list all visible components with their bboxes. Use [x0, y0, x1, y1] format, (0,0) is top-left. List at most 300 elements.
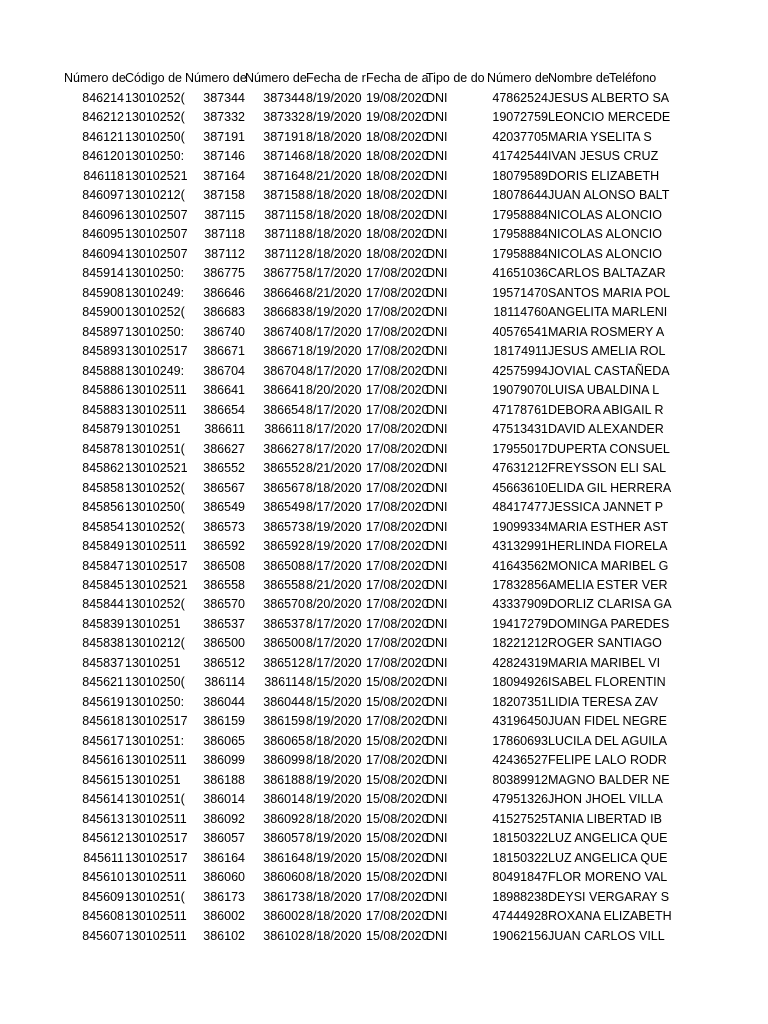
cell-col-fecha-de-r[interactable]: 8/18/2020 [306, 207, 362, 222]
cell-col-fecha-de-r[interactable]: 8/21/2020 [306, 168, 362, 183]
cell-col-nombre-de[interactable]: JUAN CARLOS VILL [548, 928, 665, 943]
cell-col-tipo-de-do[interactable]: DNI [426, 480, 448, 495]
cell-col-tipo-de-do[interactable]: DNI [426, 870, 448, 885]
cell-col-numero-de-2[interactable]: 387115 [204, 207, 245, 222]
cell-col-codigo-de[interactable]: 13010251( [125, 889, 185, 904]
cell-col-numero-de-4[interactable]: 17955017 [492, 441, 548, 456]
cell-col-numero-de-2[interactable]: 387146 [203, 149, 245, 164]
cell-col-numero-de[interactable]: 845879 [82, 422, 124, 437]
cell-col-numero-de[interactable]: 846212 [82, 110, 124, 125]
cell-col-nombre-de[interactable]: NICOLAS ALONCIO [548, 207, 662, 222]
cell-col-numero-de-4[interactable]: 41643562 [492, 558, 548, 573]
table-row[interactable] [0, 498, 768, 517]
cell-col-numero-de[interactable]: 846095 [82, 227, 124, 242]
cell-col-numero-de[interactable]: 846121 [82, 129, 124, 144]
table-row[interactable] [0, 264, 768, 283]
header-col-numero-de[interactable]: Número de [64, 71, 126, 85]
cell-col-fecha-de-a[interactable]: 17/08/2020 [366, 655, 429, 670]
cell-col-fecha-de-r[interactable]: 8/17/2020 [306, 636, 362, 651]
cell-col-nombre-de[interactable]: JUAN ALONSO BALT [548, 188, 670, 203]
cell-col-tipo-de-do[interactable]: DNI [426, 324, 448, 339]
cell-col-codigo-de[interactable]: 13010212( [125, 636, 185, 651]
cell-col-numero-de-4[interactable]: 47444928 [492, 909, 548, 924]
cell-col-numero-de[interactable]: 845621 [82, 675, 124, 690]
cell-col-numero-de-2[interactable]: 386102 [203, 928, 245, 943]
cell-col-numero-de-4[interactable]: 17958884 [492, 207, 548, 222]
table-row[interactable] [0, 868, 768, 887]
cell-col-fecha-de-a[interactable]: 15/08/2020 [366, 850, 429, 865]
cell-col-codigo-de[interactable]: 13010251( [125, 441, 185, 456]
cell-col-nombre-de[interactable]: LIDIA TERESA ZAV [548, 694, 658, 709]
cell-col-numero-de[interactable]: 845900 [82, 305, 124, 320]
cell-col-telefono[interactable] [609, 342, 668, 361]
cell-col-numero-de-2[interactable]: 386592 [203, 539, 245, 554]
cell-col-tipo-de-do[interactable]: DNI [426, 305, 448, 320]
cell-col-numero-de[interactable]: 845614 [82, 792, 124, 807]
cell-col-telefono[interactable] [609, 615, 668, 634]
table-row[interactable] [0, 557, 768, 576]
cell-col-telefono[interactable] [609, 557, 668, 576]
cell-col-numero-de-2[interactable]: 386060 [203, 870, 245, 885]
cell-col-telefono[interactable] [609, 576, 668, 595]
cell-col-fecha-de-a[interactable]: 17/08/2020 [366, 422, 429, 437]
cell-col-numero-de-3[interactable]: 386740 [263, 324, 305, 339]
cell-col-codigo-de[interactable]: 13010252( [125, 480, 185, 495]
cell-col-numero-de[interactable]: 845608 [82, 909, 124, 924]
cell-col-tipo-de-do[interactable]: DNI [426, 714, 448, 729]
header-col-telefono[interactable]: Teléfono [609, 71, 657, 85]
cell-col-numero-de-3[interactable]: 386159 [263, 714, 305, 729]
cell-col-codigo-de[interactable]: 130102511 [125, 402, 187, 417]
cell-col-telefono[interactable] [609, 225, 668, 244]
cell-col-fecha-de-r[interactable]: 8/19/2020 [306, 792, 362, 807]
cell-col-tipo-de-do[interactable]: DNI [426, 344, 448, 359]
cell-col-telefono[interactable] [609, 459, 668, 478]
cell-col-nombre-de[interactable]: MARIA ESTHER AST [548, 519, 669, 534]
cell-col-numero-de[interactable]: 845845 [82, 578, 124, 592]
cell-col-numero-de-4[interactable]: 47513431 [492, 422, 548, 437]
cell-col-numero-de[interactable]: 846096 [82, 207, 124, 222]
cell-col-numero-de-3[interactable]: 386567 [263, 480, 305, 495]
cell-col-numero-de[interactable]: 845854 [82, 519, 124, 534]
cell-col-numero-de-3[interactable]: 386173 [263, 889, 305, 904]
cell-col-nombre-de[interactable]: LUZ ANGELICA QUE [548, 850, 668, 865]
cell-col-numero-de-4[interactable]: 41742544 [492, 149, 548, 164]
table-row[interactable] [0, 342, 768, 361]
cell-col-codigo-de[interactable]: 130102517 [125, 344, 188, 359]
cell-col-numero-de-2[interactable]: 386646 [203, 285, 245, 300]
cell-col-codigo-de[interactable]: 130102521 [125, 578, 188, 592]
cell-col-codigo-de[interactable]: 13010251 [125, 655, 181, 670]
cell-col-numero-de-3[interactable]: 386508 [263, 558, 305, 573]
cell-col-numero-de-3[interactable]: 386549 [263, 500, 305, 515]
table-row[interactable] [0, 634, 768, 653]
cell-col-numero-de[interactable]: 845618 [82, 714, 124, 729]
cell-col-telefono[interactable] [609, 673, 668, 692]
cell-col-numero-de-3[interactable]: 386775 [263, 266, 305, 281]
cell-col-nombre-de[interactable]: JESSICA JANNET P [548, 500, 664, 515]
cell-col-tipo-de-do[interactable]: DNI [426, 889, 448, 904]
table-row[interactable] [0, 167, 768, 186]
cell-col-codigo-de[interactable]: 13010250: [125, 694, 185, 709]
cell-col-nombre-de[interactable]: DUPERTA CONSUEL [548, 441, 670, 456]
cell-col-nombre-de[interactable]: AMELIA ESTER VER [548, 578, 668, 592]
cell-col-fecha-de-a[interactable]: 15/08/2020 [366, 811, 429, 826]
cell-col-nombre-de[interactable]: MONICA MARIBEL G [548, 558, 669, 573]
cell-col-fecha-de-r[interactable]: 8/19/2020 [306, 831, 362, 846]
header-col-fecha-de-r[interactable]: Fecha de r [306, 71, 366, 85]
table-row[interactable] [0, 401, 768, 420]
cell-col-codigo-de[interactable]: 13010251( [125, 792, 185, 807]
table-row[interactable] [0, 673, 768, 692]
cell-col-numero-de-3[interactable]: 387164 [263, 168, 305, 183]
cell-col-telefono[interactable] [609, 693, 668, 712]
cell-col-fecha-de-a[interactable]: 18/08/2020 [366, 129, 429, 144]
table-row[interactable] [0, 303, 768, 322]
cell-col-fecha-de-a[interactable]: 19/08/2020 [366, 110, 429, 125]
table-row[interactable] [0, 732, 768, 751]
cell-col-fecha-de-r[interactable]: 8/19/2020 [306, 110, 362, 125]
cell-col-fecha-de-a[interactable]: 17/08/2020 [366, 344, 429, 359]
cell-col-telefono[interactable] [609, 128, 668, 147]
table-row[interactable] [0, 829, 768, 848]
cell-col-fecha-de-a[interactable]: 17/08/2020 [366, 402, 429, 417]
cell-col-numero-de-3[interactable]: 386671 [263, 344, 305, 359]
cell-col-tipo-de-do[interactable]: DNI [426, 110, 448, 125]
cell-col-nombre-de[interactable]: MARIA ROSMERY A [548, 324, 665, 339]
cell-col-telefono[interactable] [609, 381, 668, 400]
cell-col-nombre-de[interactable]: TANIA LIBERTAD IB [548, 811, 662, 826]
cell-col-numero-de-3[interactable]: 386573 [263, 519, 305, 534]
cell-col-numero-de-3[interactable]: 386552 [263, 461, 305, 476]
cell-col-numero-de-2[interactable]: 386164 [203, 850, 245, 865]
cell-col-numero-de-3[interactable]: 386704 [263, 363, 305, 378]
cell-col-fecha-de-r[interactable]: 8/19/2020 [306, 850, 362, 865]
cell-col-fecha-de-r[interactable]: 8/19/2020 [306, 539, 362, 554]
cell-col-codigo-de[interactable]: 13010250( [125, 500, 185, 515]
header-col-tipo-de-do[interactable]: Tipo de do [426, 71, 485, 85]
cell-col-numero-de[interactable]: 845856 [82, 500, 124, 515]
cell-col-codigo-de[interactable]: 130102511 [125, 753, 187, 768]
table-row[interactable] [0, 128, 768, 147]
cell-col-fecha-de-r[interactable]: 8/17/2020 [306, 441, 362, 456]
cell-col-codigo-de[interactable]: 13010251 [125, 422, 181, 437]
cell-col-numero-de-2[interactable]: 386627 [203, 441, 245, 456]
table-row[interactable] [0, 518, 768, 537]
cell-col-numero-de[interactable]: 845908 [82, 285, 124, 300]
cell-col-numero-de-3[interactable]: 386092 [263, 811, 305, 826]
cell-col-numero-de-2[interactable]: 386044 [203, 694, 245, 709]
cell-col-fecha-de-r[interactable]: 8/17/2020 [306, 266, 362, 281]
cell-col-numero-de-4[interactable]: 42824319 [492, 655, 548, 670]
cell-col-nombre-de[interactable]: SANTOS MARIA POL [548, 285, 671, 300]
cell-col-telefono[interactable] [609, 537, 668, 556]
cell-col-numero-de-3[interactable]: 386188 [263, 772, 305, 787]
cell-col-fecha-de-r[interactable]: 8/20/2020 [306, 597, 362, 612]
cell-col-nombre-de[interactable]: LUISA UBALDINA L [548, 383, 660, 398]
table-row[interactable] [0, 751, 768, 770]
cell-col-codigo-de[interactable]: 130102507 [125, 246, 188, 261]
cell-col-fecha-de-r[interactable]: 8/21/2020 [306, 461, 362, 476]
cell-col-numero-de-4[interactable]: 47862524 [492, 91, 548, 105]
cell-col-fecha-de-a[interactable]: 17/08/2020 [366, 305, 429, 320]
cell-col-fecha-de-r[interactable]: 8/19/2020 [306, 714, 362, 729]
cell-col-fecha-de-a[interactable]: 17/08/2020 [366, 909, 429, 924]
cell-col-numero-de-3[interactable]: 387118 [264, 227, 305, 242]
cell-col-numero-de-4[interactable]: 17832856 [492, 578, 548, 592]
cell-col-telefono[interactable] [609, 810, 668, 829]
cell-col-nombre-de[interactable]: JHON JHOEL VILLA [548, 792, 663, 807]
cell-col-fecha-de-r[interactable]: 8/17/2020 [306, 402, 362, 417]
cell-col-numero-de-4[interactable]: 18150322 [492, 850, 548, 865]
cell-col-fecha-de-r[interactable]: 8/15/2020 [306, 694, 362, 709]
cell-col-numero-de[interactable]: 845837 [82, 655, 124, 670]
cell-col-numero-de-3[interactable]: 387112 [264, 246, 305, 261]
cell-col-fecha-de-a[interactable]: 15/08/2020 [366, 694, 429, 709]
cell-col-codigo-de[interactable]: 130102511 [125, 811, 187, 826]
cell-col-nombre-de[interactable]: FELIPE LALO RODR [548, 753, 667, 768]
cell-col-numero-de-4[interactable]: 19062156 [492, 928, 548, 943]
table-row[interactable] [0, 323, 768, 342]
cell-col-numero-de[interactable]: 845897 [82, 324, 124, 339]
cell-col-telefono[interactable] [609, 420, 668, 439]
cell-col-fecha-de-a[interactable]: 17/08/2020 [366, 753, 429, 768]
cell-col-numero-de-2[interactable]: 386114 [204, 675, 245, 690]
cell-col-codigo-de[interactable]: 130102517 [125, 850, 188, 865]
cell-col-numero-de[interactable]: 845893 [82, 344, 124, 359]
cell-col-numero-de-3[interactable]: 386537 [263, 616, 305, 631]
cell-col-tipo-de-do[interactable]: DNI [426, 266, 448, 281]
cell-col-nombre-de[interactable]: IVAN JESUS CRUZ [548, 149, 659, 164]
table-row[interactable] [0, 537, 768, 556]
cell-col-numero-de-3[interactable]: 386099 [263, 753, 305, 768]
cell-col-codigo-de[interactable]: 13010249: [125, 363, 185, 378]
cell-col-fecha-de-a[interactable]: 18/08/2020 [366, 149, 429, 164]
cell-col-numero-de[interactable]: 846120 [82, 149, 124, 164]
cell-col-fecha-de-a[interactable]: 15/08/2020 [366, 831, 429, 846]
cell-col-tipo-de-do[interactable]: DNI [426, 91, 448, 105]
cell-col-telefono[interactable] [609, 654, 668, 673]
cell-col-fecha-de-a[interactable]: 18/08/2020 [366, 188, 429, 203]
cell-col-nombre-de[interactable]: FLOR MORENO VAL [548, 870, 668, 885]
cell-col-fecha-de-a[interactable]: 17/08/2020 [366, 461, 429, 476]
cell-col-numero-de[interactable]: 845844 [82, 597, 124, 612]
cell-col-fecha-de-r[interactable]: 8/18/2020 [306, 928, 362, 943]
cell-col-fecha-de-a[interactable]: 17/08/2020 [366, 266, 429, 281]
cell-col-codigo-de[interactable]: 130102521 [125, 461, 188, 476]
cell-col-numero-de-4[interactable]: 47178761 [492, 402, 548, 417]
table-row[interactable] [0, 479, 768, 498]
cell-col-telefono[interactable] [609, 907, 668, 926]
cell-col-numero-de-3[interactable]: 386014 [263, 792, 305, 807]
cell-col-codigo-de[interactable]: 13010252( [125, 305, 185, 320]
cell-col-telefono[interactable] [609, 108, 668, 127]
cell-col-numero-de-3[interactable]: 387115 [264, 207, 305, 222]
header-col-numero-de-4[interactable]: Número de [487, 71, 549, 85]
table-row[interactable] [0, 771, 768, 790]
cell-col-nombre-de[interactable]: NICOLAS ALONCIO [548, 227, 662, 242]
cell-col-fecha-de-a[interactable]: 17/08/2020 [366, 578, 429, 592]
cell-col-telefono[interactable] [609, 245, 668, 264]
header-col-numero-de-3[interactable]: Número de [245, 71, 307, 85]
table-row[interactable] [0, 576, 768, 595]
cell-col-numero-de-3[interactable]: 386641 [263, 383, 305, 398]
cell-col-telefono[interactable] [609, 284, 668, 303]
cell-col-fecha-de-a[interactable]: 17/08/2020 [366, 363, 429, 378]
table-row[interactable] [0, 927, 768, 946]
cell-col-numero-de-4[interactable]: 17958884 [492, 227, 548, 242]
cell-col-fecha-de-r[interactable]: 8/21/2020 [306, 285, 362, 300]
cell-col-numero-de-4[interactable]: 18150322 [492, 831, 548, 846]
cell-col-numero-de-3[interactable]: 386102 [263, 928, 305, 943]
cell-col-numero-de-3[interactable]: 386683 [263, 305, 305, 320]
cell-col-numero-de-3[interactable]: 386558 [263, 578, 305, 592]
cell-col-tipo-de-do[interactable]: DNI [426, 285, 448, 300]
cell-col-codigo-de[interactable]: 130102511 [125, 383, 187, 398]
cell-col-numero-de-4[interactable]: 18078644 [492, 188, 548, 203]
cell-col-nombre-de[interactable]: LUZ ANGELICA QUE [548, 831, 668, 846]
cell-col-codigo-de[interactable]: 130102511 [125, 539, 187, 554]
cell-col-fecha-de-a[interactable]: 17/08/2020 [366, 558, 429, 573]
cell-col-numero-de-2[interactable]: 386002 [203, 909, 245, 924]
cell-col-numero-de[interactable]: 845847 [82, 558, 124, 573]
cell-col-numero-de-2[interactable]: 387344 [203, 91, 245, 105]
cell-col-numero-de-2[interactable]: 387158 [203, 188, 245, 203]
cell-col-fecha-de-a[interactable]: 18/08/2020 [366, 168, 429, 183]
cell-col-tipo-de-do[interactable]: DNI [426, 558, 448, 573]
cell-col-fecha-de-r[interactable]: 8/17/2020 [306, 616, 362, 631]
cell-col-numero-de-3[interactable]: 386611 [264, 422, 305, 437]
cell-col-numero-de-3[interactable]: 386592 [263, 539, 305, 554]
cell-col-numero-de-3[interactable]: 386057 [263, 831, 305, 846]
cell-col-tipo-de-do[interactable]: DNI [426, 149, 448, 164]
cell-col-codigo-de[interactable]: 13010250: [125, 149, 185, 164]
cell-col-fecha-de-a[interactable]: 17/08/2020 [366, 636, 429, 651]
cell-col-numero-de-4[interactable]: 19571470 [492, 285, 548, 300]
cell-col-telefono[interactable] [609, 888, 668, 907]
cell-col-numero-de[interactable]: 845607 [82, 928, 124, 943]
cell-col-numero-de-3[interactable]: 386044 [263, 694, 305, 709]
cell-col-codigo-de[interactable]: 13010252( [125, 597, 185, 612]
cell-col-numero-de[interactable]: 845616 [82, 753, 124, 768]
cell-col-nombre-de[interactable]: ISABEL FLORENTIN [548, 675, 666, 690]
cell-col-nombre-de[interactable]: MARIA MARIBEL VI [548, 655, 661, 670]
cell-col-telefono[interactable] [609, 868, 668, 887]
table-row[interactable] [0, 206, 768, 225]
cell-col-codigo-de[interactable]: 130102511 [125, 909, 187, 924]
cell-col-numero-de[interactable]: 846097 [82, 188, 124, 203]
header-col-fecha-de-a[interactable]: Fecha de a [366, 71, 429, 85]
cell-col-telefono[interactable] [609, 401, 668, 420]
cell-col-tipo-de-do[interactable]: DNI [426, 246, 448, 261]
cell-col-fecha-de-a[interactable]: 15/08/2020 [366, 870, 429, 885]
cell-col-numero-de-2[interactable]: 386173 [203, 889, 245, 904]
cell-col-tipo-de-do[interactable]: DNI [426, 694, 448, 709]
cell-col-fecha-de-a[interactable]: 17/08/2020 [366, 889, 429, 904]
cell-col-numero-de-2[interactable]: 386654 [203, 402, 245, 417]
table-row[interactable] [0, 420, 768, 439]
cell-col-numero-de-3[interactable]: 386002 [263, 909, 305, 924]
cell-col-tipo-de-do[interactable]: DNI [426, 422, 448, 437]
cell-col-fecha-de-r[interactable]: 8/18/2020 [306, 246, 362, 261]
cell-col-numero-de-4[interactable]: 47951326 [492, 792, 548, 807]
cell-col-tipo-de-do[interactable]: DNI [426, 655, 448, 670]
cell-col-telefono[interactable] [609, 303, 668, 322]
cell-col-numero-de[interactable]: 846214 [82, 91, 124, 105]
cell-col-numero-de-4[interactable]: 18221212 [492, 636, 548, 651]
cell-col-numero-de-4[interactable]: 47631212 [492, 461, 548, 476]
cell-col-numero-de-3[interactable]: 387332 [263, 110, 305, 125]
cell-col-codigo-de[interactable]: 130102507 [125, 227, 188, 242]
cell-col-numero-de-2[interactable]: 386065 [203, 733, 245, 748]
header-col-codigo-de[interactable]: Código de [125, 71, 182, 85]
cell-col-fecha-de-a[interactable]: 17/08/2020 [366, 441, 429, 456]
cell-col-numero-de[interactable]: 845878 [82, 441, 124, 456]
cell-col-tipo-de-do[interactable]: DNI [426, 578, 448, 592]
cell-col-codigo-de[interactable]: 13010252( [125, 519, 185, 534]
cell-col-fecha-de-r[interactable]: 8/18/2020 [306, 753, 362, 768]
cell-col-tipo-de-do[interactable]: DNI [426, 383, 448, 398]
cell-col-fecha-de-r[interactable]: 8/17/2020 [306, 363, 362, 378]
cell-col-numero-de-3[interactable]: 387146 [263, 149, 305, 164]
cell-col-numero-de-2[interactable]: 386537 [203, 616, 245, 631]
cell-col-telefono[interactable] [609, 712, 668, 731]
cell-col-telefono[interactable] [609, 927, 668, 946]
cell-col-numero-de-3[interactable]: 386627 [263, 441, 305, 456]
cell-col-telefono[interactable] [609, 790, 668, 809]
cell-col-numero-de-2[interactable]: 386641 [203, 383, 245, 398]
cell-col-nombre-de[interactable]: LUCILA DEL AGUILA [548, 733, 668, 748]
cell-col-numero-de[interactable]: 846094 [82, 246, 124, 261]
cell-col-numero-de[interactable]: 845619 [82, 694, 124, 709]
cell-col-numero-de[interactable]: 845611 [83, 850, 124, 865]
table-row[interactable] [0, 712, 768, 731]
cell-col-telefono[interactable] [609, 362, 668, 381]
cell-col-numero-de-2[interactable]: 386567 [203, 480, 245, 495]
cell-col-fecha-de-a[interactable]: 15/08/2020 [366, 675, 429, 690]
cell-col-fecha-de-a[interactable]: 17/08/2020 [366, 519, 429, 534]
cell-col-numero-de-4[interactable]: 19417279 [492, 616, 548, 631]
cell-col-numero-de-2[interactable]: 386552 [203, 461, 245, 476]
cell-col-numero-de-2[interactable]: 387118 [204, 227, 245, 242]
cell-col-tipo-de-do[interactable]: DNI [426, 168, 448, 183]
cell-col-codigo-de[interactable]: 13010250( [125, 675, 185, 690]
cell-col-fecha-de-a[interactable]: 17/08/2020 [366, 480, 429, 495]
cell-col-codigo-de[interactable]: 130102507 [125, 207, 188, 222]
cell-col-numero-de-2[interactable]: 386057 [203, 831, 245, 846]
cell-col-numero-de[interactable]: 846118 [83, 168, 124, 183]
cell-col-nombre-de[interactable]: DEBORA ABIGAIL R [548, 402, 664, 417]
cell-col-numero-de-4[interactable]: 18114760 [493, 305, 548, 320]
cell-col-tipo-de-do[interactable]: DNI [426, 227, 448, 242]
cell-col-numero-de-3[interactable]: 386654 [263, 402, 305, 417]
cell-col-tipo-de-do[interactable]: DNI [426, 461, 448, 476]
table-row[interactable] [0, 907, 768, 926]
cell-col-nombre-de[interactable]: NICOLAS ALONCIO [548, 246, 662, 261]
cell-col-tipo-de-do[interactable]: DNI [426, 753, 448, 768]
cell-col-numero-de-4[interactable]: 18174911 [493, 344, 548, 359]
cell-col-numero-de-2[interactable]: 386775 [203, 266, 245, 281]
cell-col-numero-de[interactable]: 845886 [82, 383, 124, 398]
cell-col-fecha-de-r[interactable]: 8/15/2020 [306, 675, 362, 690]
cell-col-numero-de[interactable]: 845615 [82, 772, 124, 787]
cell-col-codigo-de[interactable]: 130102517 [125, 558, 188, 573]
cell-col-numero-de-3[interactable]: 386570 [263, 597, 305, 612]
cell-col-numero-de-2[interactable]: 386558 [203, 578, 245, 592]
cell-col-fecha-de-r[interactable]: 8/18/2020 [306, 870, 362, 885]
cell-col-numero-de-2[interactable]: 386549 [203, 500, 245, 515]
cell-col-nombre-de[interactable]: DORLIZ CLARISA GA [548, 597, 672, 612]
